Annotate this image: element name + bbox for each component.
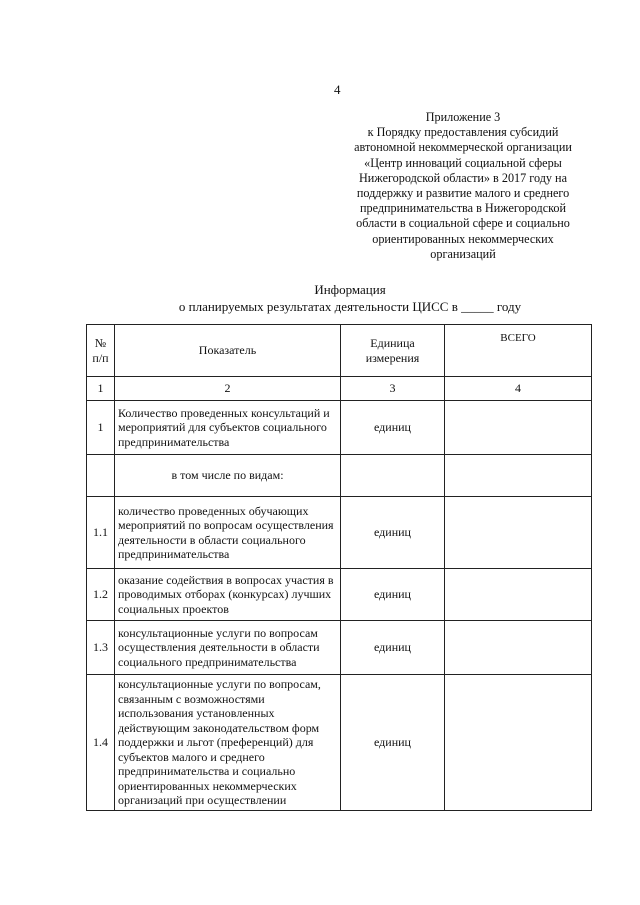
page-number: 4 bbox=[334, 82, 341, 97]
appendix-line: организаций bbox=[430, 246, 496, 261]
header-total: ВСЕГО bbox=[445, 325, 592, 377]
column-number-row bbox=[87, 377, 592, 401]
row-num: 1 bbox=[87, 401, 115, 455]
row-num: 1.2 bbox=[87, 569, 115, 621]
table-row bbox=[87, 455, 592, 497]
row-unit: единиц bbox=[341, 621, 445, 675]
row-num: 1.4 bbox=[87, 675, 115, 811]
row-unit: единиц bbox=[341, 401, 445, 455]
appendix-line: поддержку и развитие малого и среднего bbox=[356, 186, 570, 201]
appendix-line: Приложение 3 bbox=[425, 110, 501, 124]
header-unit: Единица измерения bbox=[341, 325, 445, 377]
row-indicator: Количество проведенных консультаций и мероприятий для субъектов социального предпринимательства bbox=[115, 401, 341, 455]
appendix-line: предпринимательства в Нижегородской bbox=[359, 201, 567, 216]
results-table bbox=[86, 324, 592, 811]
appendix-line: к Порядку предоставления субсидий bbox=[367, 125, 559, 140]
table-row bbox=[87, 401, 592, 455]
appendix-line: «Центр инноваций социальной сферы bbox=[364, 155, 562, 170]
appendix-header bbox=[318, 110, 608, 262]
column-number: 3 bbox=[341, 377, 445, 401]
row-indicator: оказание содействия в вопросах участия в проводимых отборах (конкурсах) лучших социальных проектов bbox=[115, 569, 341, 621]
column-number: 1 bbox=[87, 377, 115, 401]
appendix-line: ориентированных некоммерческих bbox=[372, 231, 554, 246]
row-indicator: консультационные услуги по вопросам, связанным с возможностями использования установленных действующим законодательством форм поддержки и льгот (преференций) для субъектов малого и среднего предпринимательства и социально ориентированных некоммерческих организаций при осуществлении bbox=[115, 675, 341, 811]
row-total bbox=[445, 569, 592, 621]
row-total bbox=[445, 455, 592, 497]
row-unit: единиц bbox=[341, 569, 445, 621]
row-total bbox=[445, 675, 592, 811]
row-unit: единиц bbox=[341, 675, 445, 811]
title-line-1: Информация bbox=[314, 282, 386, 297]
header-num: № п/п bbox=[87, 325, 115, 377]
table-row bbox=[87, 497, 592, 569]
row-total bbox=[445, 621, 592, 675]
appendix-line: автономной некоммерческой организации bbox=[354, 140, 572, 155]
appendix-line: Нижегородской области» в 2017 году на bbox=[358, 170, 567, 185]
table-header-row bbox=[87, 325, 592, 377]
row-num bbox=[87, 455, 115, 497]
row-indicator: количество проведенных обучающих мероприятий по вопросам осуществления деятельности в области социального предпринимательства bbox=[115, 497, 341, 569]
table-row bbox=[87, 621, 592, 675]
row-total bbox=[445, 497, 592, 569]
row-total bbox=[445, 401, 592, 455]
title-line-2: о планируемых результатах деятельности ЦИСС в _____ году bbox=[178, 299, 522, 314]
table-row bbox=[87, 675, 592, 811]
row-unit: единиц bbox=[341, 497, 445, 569]
row-indicator: в том числе по видам: bbox=[115, 455, 341, 497]
row-unit bbox=[341, 455, 445, 497]
row-num: 1.3 bbox=[87, 621, 115, 675]
document-title bbox=[160, 281, 540, 315]
appendix-line: области в социальной сфере и социально bbox=[356, 216, 570, 231]
table-row bbox=[87, 569, 592, 621]
column-number: 4 bbox=[445, 377, 592, 401]
row-num: 1.1 bbox=[87, 497, 115, 569]
column-number: 2 bbox=[115, 377, 341, 401]
row-indicator: консультационные услуги по вопросам осуществления деятельности в области социального предпринимательства bbox=[115, 621, 341, 675]
header-indicator: Показатель bbox=[115, 325, 341, 377]
